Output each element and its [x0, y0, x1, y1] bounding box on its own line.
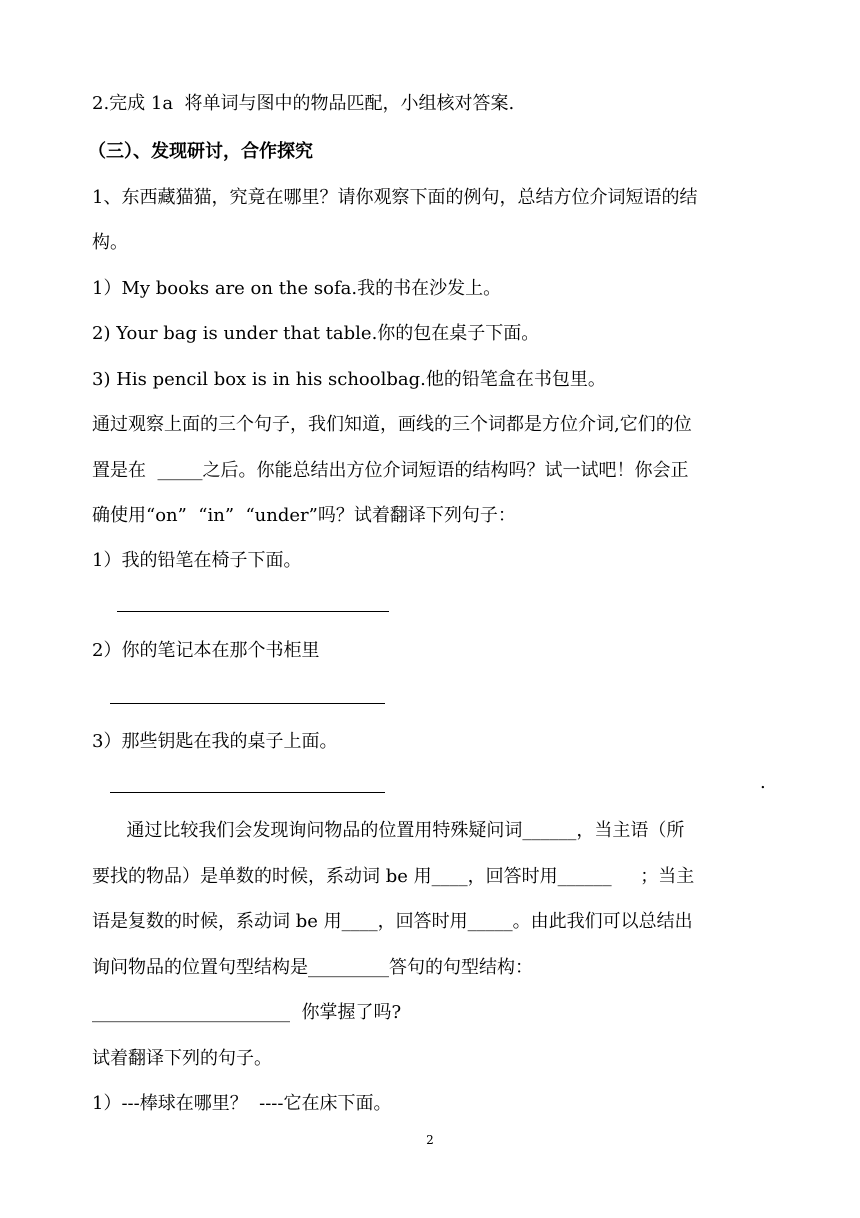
example-sentence-2: 2) Your bag is under that table.你的包在桌子下面。 [92, 323, 540, 344]
example-sentence-3: 3) His pencil box is in his schoolbag.他的铅笔盒在书包里。 [92, 369, 606, 390]
translate-item-2: 2）你的笔记本在那个书柜里 [92, 640, 320, 661]
observation-paragraph-3: 确使用“on” “in” “under”吗？试着翻译下列句子： [92, 505, 516, 526]
translate-item-1: 1）我的铅笔在椅子下面。 [92, 550, 302, 571]
trailing-period: . [760, 772, 766, 793]
comparison-paragraph-4: 询问物品的位置句型结构是_________答句的句型结构： [92, 957, 533, 978]
answer-line-1[interactable] [117, 611, 389, 612]
comparison-paragraph-2: 要找的物品）是单数的时候，系动词 be 用____，回答时用______ ；当主 [92, 866, 695, 887]
task-1-prompt-cont: 构。 [92, 232, 128, 253]
comparison-paragraph-1: 通过比较我们会发现询问物品的位置用特殊疑问词______，当主语（所 [92, 820, 685, 841]
translate-instruction: 试着翻译下列的句子。 [92, 1048, 272, 1069]
answer-line-2[interactable] [110, 703, 385, 704]
translate-item-3: 3）那些钥匙在我的桌子上面。 [92, 731, 338, 752]
answer-line-3[interactable] [110, 792, 385, 793]
example-sentence-1: 1）My books are on the sofa.我的书在沙发上。 [92, 278, 502, 299]
observation-paragraph-1: 通过观察上面的三个句子，我们知道，画线的三个词都是方位介词,它们的位 [92, 414, 692, 435]
observation-paragraph-2: 置是在 _____之后。你能总结出方位介词短语的结构吗？试一试吧！你会正 [92, 460, 689, 481]
comparison-paragraph-3: 语是复数的时候，系动词 be 用____，回答时用_____。由此我们可以总结出 [92, 911, 693, 932]
section-heading: （三）、发现研讨，合作探究 [88, 141, 313, 162]
task-1-prompt: 1、东西藏猫猫，究竟在哪里？请你观察下面的例句，总结方位介词短语的结 [92, 187, 698, 208]
page-number: 2 [426, 1133, 434, 1147]
step-2-instruction: 2.完成 1a 将单词与图中的物品匹配，小组核对答案. [92, 93, 515, 114]
translate-sentence-1: 1）---棒球在哪里？ ----它在床下面。 [92, 1093, 392, 1114]
mastery-question: ______________________ 你掌握了吗? [92, 1002, 402, 1023]
